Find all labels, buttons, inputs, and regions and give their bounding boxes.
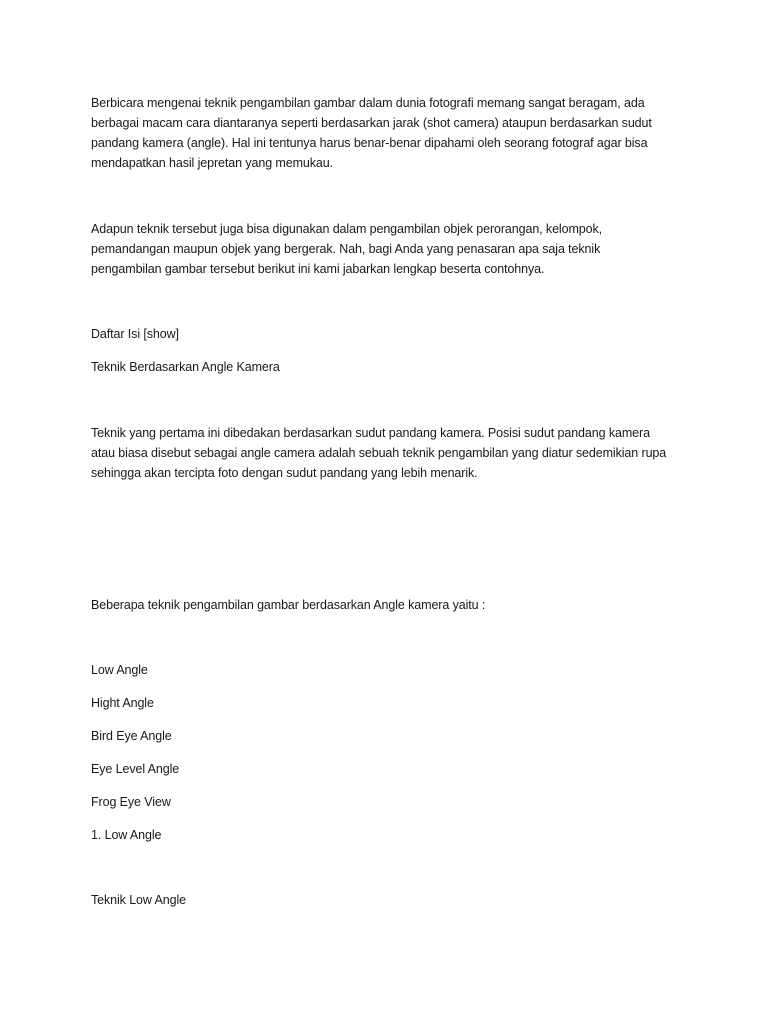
paragraph-1-line: mendapatkan hasil jepretan yang memukau. [91, 156, 333, 170]
paragraph-3-line: sehingga akan tercipta foto dengan sudut pandang yang lebih menarik. [91, 466, 478, 480]
list-item-bird-eye-angle: Bird Eye Angle [91, 729, 172, 743]
paragraph-1-line: berbagai macam cara diantaranya seperti berdasarkan jarak (shot camera) ataupun berdasarkan sudut [91, 116, 652, 130]
list-item-eye-level-angle: Eye Level Angle [91, 762, 180, 776]
list-intro: Beberapa teknik pengambilan gambar berdasarkan Angle kamera yaitu : [91, 598, 486, 612]
list-item-hight-angle: Hight Angle [91, 696, 154, 710]
paragraph-2-line: Adapun teknik tersebut juga bisa digunakan dalam pengambilan objek perorangan, kelompok, [91, 222, 602, 236]
figure-caption: Teknik Low Angle [91, 893, 186, 907]
paragraph-1-line: Berbicara mengenai teknik pengambilan gambar dalam dunia fotografi memang sangat beragam, ada [91, 96, 645, 110]
paragraph-3-line: Teknik yang pertama ini dibedakan berdasarkan sudut pandang kamera. Posisi sudut pandang kamera [91, 426, 650, 440]
list-item-low-angle: Low Angle [91, 663, 148, 677]
paragraph-1-line: pandang kamera (angle). Hal ini tentunya harus benar-benar dipahami oleh seorang fotograf agar bisa [91, 136, 648, 150]
table-of-contents-label: Daftar Isi [show] [91, 327, 179, 341]
subsection-heading: 1. Low Angle [91, 828, 162, 842]
paragraph-2-line: pengambilan gambar tersebut berikut ini kami jabarkan lengkap beserta contohnya. [91, 262, 545, 276]
paragraph-3-line: atau biasa disebut sebagai angle camera adalah sebuah teknik pengambilan yang diatur sedemikian rupa [91, 446, 667, 460]
section-heading: Teknik Berdasarkan Angle Kamera [91, 360, 280, 374]
list-item-frog-eye-view: Frog Eye View [91, 795, 171, 809]
paragraph-2-line: pemandangan maupun objek yang bergerak. Nah, bagi Anda yang penasaran apa saja teknik [91, 242, 601, 256]
